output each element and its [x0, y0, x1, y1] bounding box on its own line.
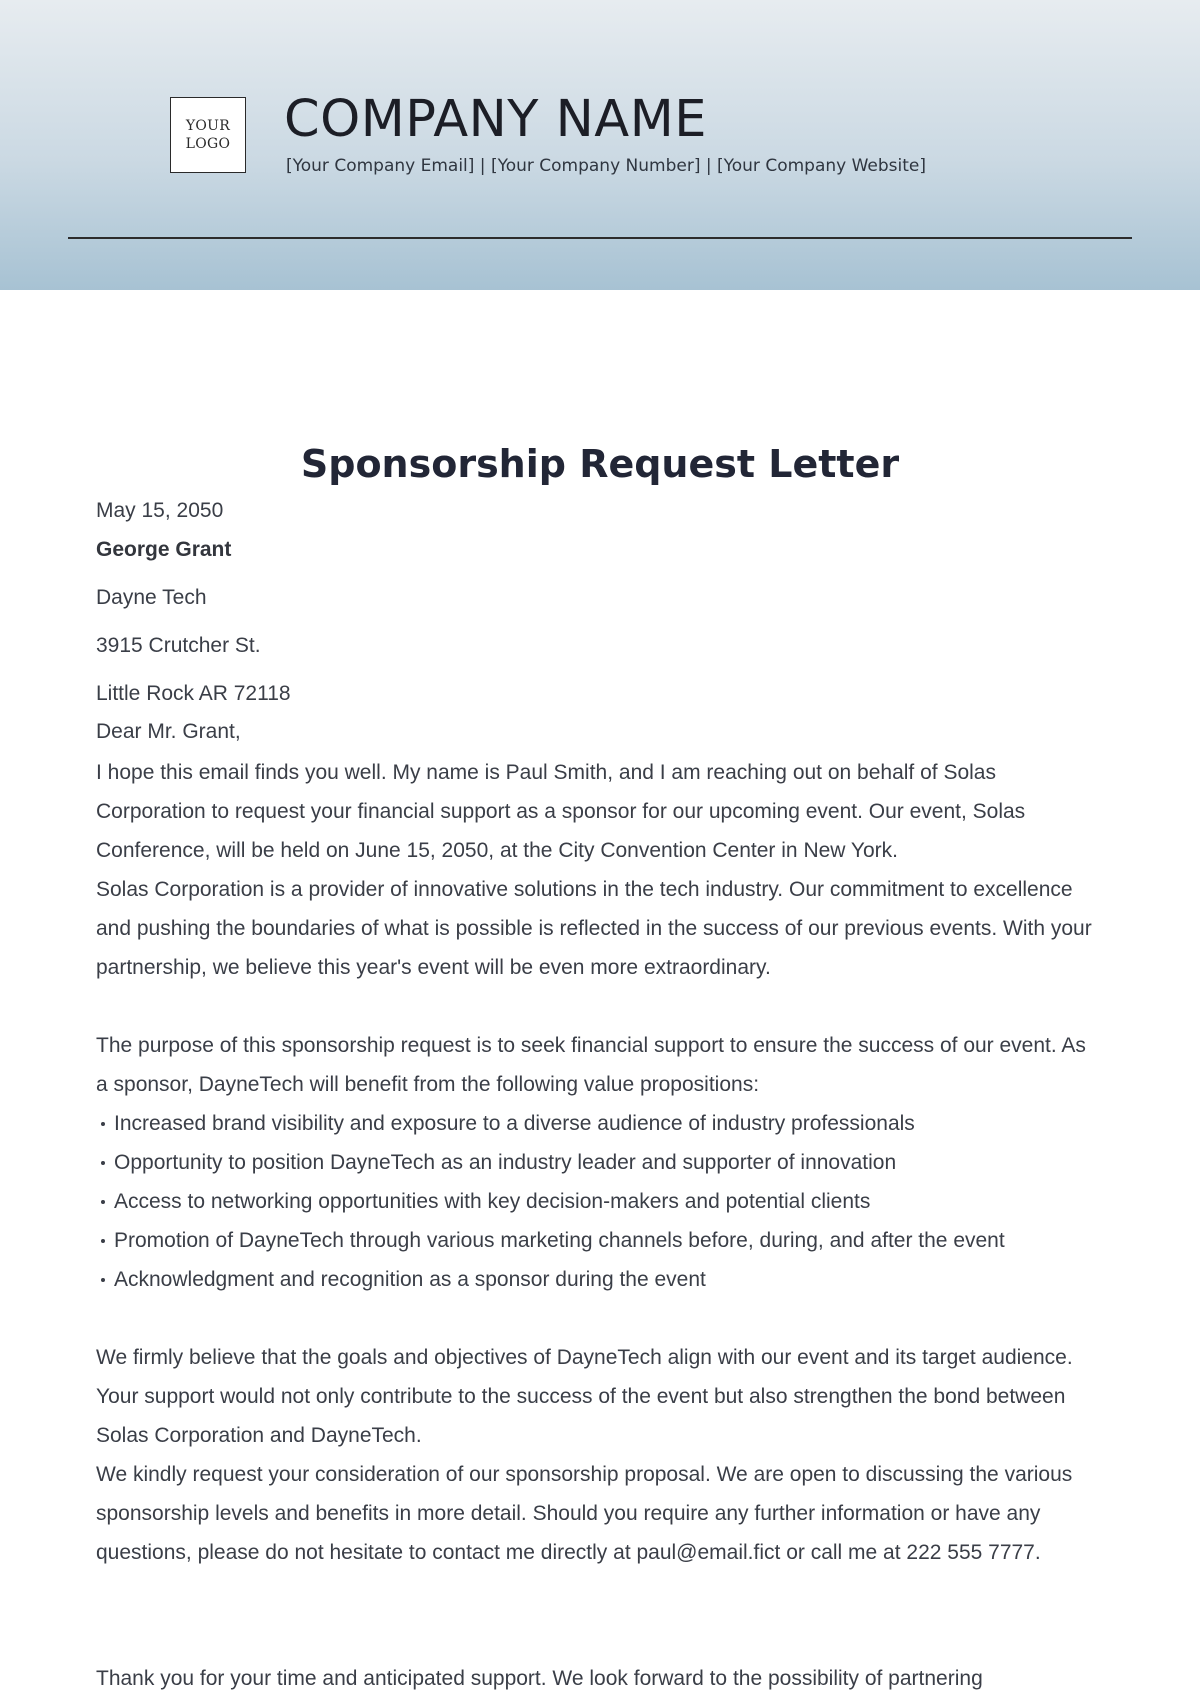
list-item: Opportunity to position DayneTech as an industry leader and supporter of innovation — [96, 1143, 1096, 1182]
body-paragraph-alignment: We firmly believe that the goals and objectives of DayneTech align with our event and its target audience. Your support would not only contribute to the success of the event but also strengthen the bond between Solas Corporation and DayneTech. — [96, 1346, 1073, 1447]
body-paragraph-request: We kindly request your consideration of our sponsorship proposal. We are open to discussing the various sponsorship levels and benefits in more detail. Should you require any further information or have any questions, please do not hesitate to contact me directly at paul@email.fict or call me at 222 555 7777. — [96, 1463, 1073, 1564]
recipient-name: George Grant — [96, 538, 232, 561]
body-paragraph-company: Solas Corporation is a provider of innovative solutions in the tech industry. Our commitment to excellence and pushing the boundaries of what is possible is reflected in the success of our previous events. With your partnership, we believe this year's event will be even more extraordinary. — [96, 878, 1092, 979]
list-item: Promotion of DayneTech through various marketing channels before, during, and after the event — [96, 1221, 1074, 1260]
list-item: Increased brand visibility and exposure to a diverse audience of industry professionals — [96, 1104, 1096, 1143]
header-divider — [68, 237, 1132, 239]
company-contact-line: [Your Company Email] | [Your Company Number] | [Your Company Website] — [286, 156, 927, 176]
list-item: Acknowledgment and recognition as a sponsor during the event — [96, 1260, 1096, 1299]
company-logo — [170, 97, 246, 173]
recipient-city: Little Rock AR 72118 — [96, 682, 291, 705]
list-item: Access to networking opportunities with key decision-makers and potential clients — [96, 1182, 1096, 1221]
logo-placeholder-text: YOUR LOGO — [185, 118, 231, 152]
body-paragraph-closing: Thank you for your time and anticipated support. We look forward to the possibility of partnering — [96, 1667, 983, 1690]
letter-date: May 15, 2050 — [96, 499, 224, 522]
value-propositions-list — [96, 1104, 1096, 1299]
recipient-street: 3915 Crutcher St. — [96, 634, 261, 657]
recipient-company: Dayne Tech — [96, 586, 207, 609]
salutation: Dear Mr. Grant, — [96, 720, 241, 743]
letter-title: Sponsorship Request Letter — [300, 442, 900, 486]
letterhead-banner — [0, 0, 1200, 290]
company-name: COMPANY NAME — [284, 90, 707, 149]
body-paragraph-intro: I hope this email finds you well. My name is Paul Smith, and I am reaching out on behalf of Solas Corporation to request your financial support as a sponsor for our upcoming event. Our event, Solas Conference, will be held on June 15, 2050, at the City Convention Center in New York. — [96, 761, 1026, 862]
body-paragraph-purpose: The purpose of this sponsorship request is to seek financial support to ensure the success of our event. As a sponsor, DayneTech will benefit from the following value propositions: — [96, 1034, 1086, 1096]
